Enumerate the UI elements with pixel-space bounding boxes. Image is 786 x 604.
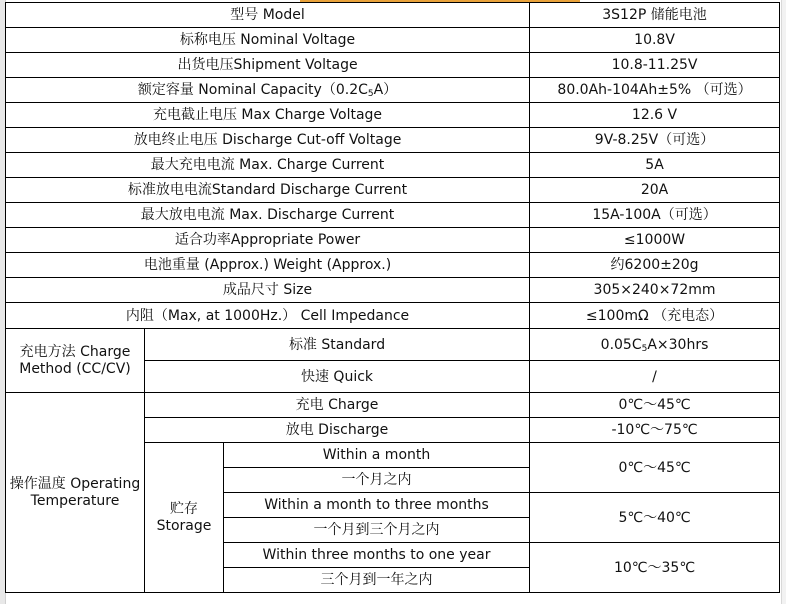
spec-row — [6, 253, 780, 278]
spec-label: 最大放电电流 Max. Discharge Current — [6, 203, 530, 228]
spec-label: 放电终止电压 Discharge Cut-off Voltage — [6, 128, 530, 153]
charge-quick-label: 快速 Quick — [145, 361, 530, 393]
temp-discharge-label: 放电 Discharge — [145, 418, 530, 443]
spec-row — [6, 103, 780, 128]
spec-row — [6, 278, 780, 303]
spec-value: 5A — [530, 153, 780, 178]
spec-label: 充电截止电压 Max Charge Voltage — [6, 103, 530, 128]
charge-method-label: 充电方法 Charge Method (CC/CV) — [6, 329, 145, 393]
spec-row — [6, 203, 780, 228]
spec-value: 305×240×72mm — [530, 278, 780, 303]
temp-discharge-value: -10℃～75℃ — [530, 418, 780, 443]
storage-value: 5℃～40℃ — [530, 493, 780, 543]
storage-period-zh: 三个月到一年之内 — [224, 568, 530, 593]
spec-label: 成品尺寸 Size — [6, 278, 530, 303]
storage-period-zh: 一个月到三个月之内 — [224, 518, 530, 543]
storage-period-en: Within a month to three months — [224, 493, 530, 518]
spec-label: 适合功率Appropriate Power — [6, 228, 530, 253]
spec-value: 9V-8.25V（可选） — [530, 128, 780, 153]
temp-charge-value: 0℃～45℃ — [530, 393, 780, 418]
spec-label: 额定容量 Nominal $Capacity(0.2C_5A)$ — [6, 78, 530, 103]
spec-row — [6, 78, 780, 103]
spec-label: 型号 Model — [6, 3, 530, 28]
spec-row — [6, 53, 780, 78]
spec-row — [6, 3, 780, 28]
spec-row — [6, 178, 780, 203]
spec-value: 3S12P 储能电池 — [530, 3, 780, 28]
spec-label: 标准放电电流Standard Discharge Current — [6, 178, 530, 203]
temperature-row — [6, 393, 780, 418]
temp-charge-label: 充电 Charge — [145, 393, 530, 418]
spec-label: 出货电压Shipment Voltage — [6, 53, 530, 78]
spec-value: 10.8-11.25V — [530, 53, 780, 78]
spec-value: 12.6 V — [530, 103, 780, 128]
column-edge-strip — [781, 0, 786, 604]
spec-row — [6, 128, 780, 153]
charge-standard-label: 标准 Standard — [145, 329, 530, 361]
storage-value: 0℃～45℃ — [530, 443, 780, 493]
storage-value: 10℃～35℃ — [530, 543, 780, 593]
spec-row — [6, 228, 780, 253]
operating-temperature-label: 操作温度 Operating Temperature — [6, 393, 145, 593]
spec-value: ≤1000W — [530, 228, 780, 253]
spec-label: 电池重量 (Approx.) Weight (Approx.) — [6, 253, 530, 278]
spec-value: 15A-100A（可选） — [530, 203, 780, 228]
spec-row — [6, 28, 780, 53]
spec-row — [6, 303, 780, 329]
spec-value: 约6200±20g — [530, 253, 780, 278]
storage-period-en: Within a month — [224, 443, 530, 468]
storage-period-zh: 一个月之内 — [224, 468, 530, 493]
spec-row — [6, 153, 780, 178]
storage-label: 贮存 Storage — [145, 443, 224, 593]
spec-value: 80.0Ah-104Ah±5% （可选） — [530, 78, 780, 103]
spec-label: 标称电压 Nominal Voltage — [6, 28, 530, 53]
spec-label: 最大充电电流 Max. Charge Current — [6, 153, 530, 178]
spec-value: 20A — [530, 178, 780, 203]
spec-value: ≤100mΩ （充电态） — [530, 303, 780, 329]
spec-label: 内阻（Max, at 1000Hz.） Cell Impedance — [6, 303, 530, 329]
charge-method-row — [6, 329, 780, 361]
spec-value: 10.8V — [530, 28, 780, 53]
battery-spec-table — [5, 2, 780, 593]
charge-standard-value: $0.05C_5A\times 30hrs$ — [530, 329, 780, 361]
storage-period-en: Within three months to one year — [224, 543, 530, 568]
charge-quick-value: / — [530, 361, 780, 393]
